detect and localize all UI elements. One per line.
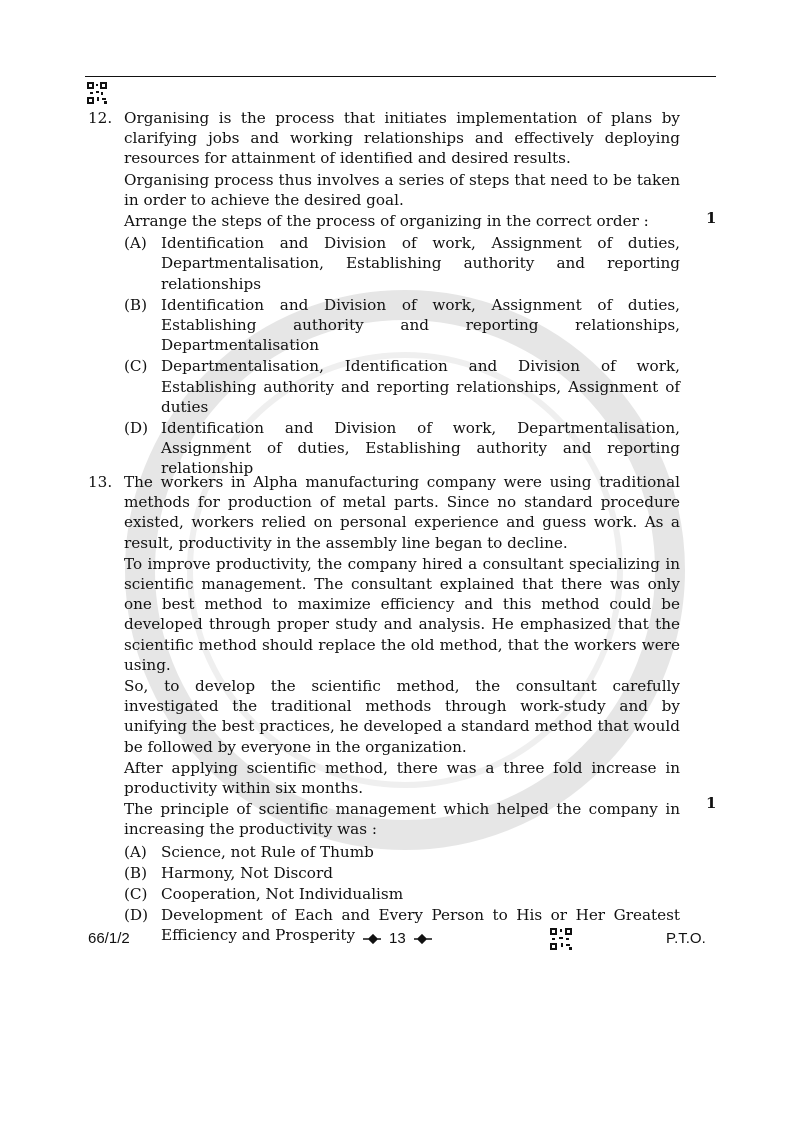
marks-label: 1 <box>706 794 717 812</box>
option-a <box>124 233 680 294</box>
question-number: 13. <box>88 473 113 491</box>
option-text: Cooperation, Not Individualism <box>161 885 404 904</box>
diamond-ornament-icon <box>363 933 381 945</box>
pto-label: P.T.O. <box>666 930 706 947</box>
option-letter: (D) <box>124 906 149 925</box>
option-letter: (A) <box>124 842 147 861</box>
question-paragraph: Organising is the process that initiates implementation of plans by clarifying jobs and working relationships and effectively deploying resources for attainment of identified and desired results. <box>124 109 680 168</box>
option-letter: (B) <box>124 863 148 882</box>
option-c <box>124 884 680 904</box>
option-text: Science, not Rule of Thumb <box>161 842 374 861</box>
option-letter: (C) <box>124 885 148 904</box>
option-letter: (A) <box>124 234 147 253</box>
option-text: Identification and Division of work, Assignment of duties, Departmentalisation, Establishing authority and reporting relationships <box>161 234 680 293</box>
option-letter: (C) <box>124 357 148 376</box>
diamond-ornament-icon <box>414 933 432 945</box>
option-text: Development of Each and Every Person to His or Her Greatest Efficiency and Prosperity <box>161 906 680 945</box>
question-stem: The principle of scientific management which helped the company in increasing the productivity was : <box>124 800 680 839</box>
option-letter: (D) <box>124 419 149 438</box>
option-c <box>124 356 680 417</box>
question-paragraph: Organising process thus involves a series of steps that need to be taken in order to achieve the desired goal. <box>124 170 680 209</box>
page-number: 13 <box>389 930 406 947</box>
paper-code: 66/1/2 <box>88 930 130 947</box>
qr-code-icon <box>87 82 107 104</box>
question-stem: Arrange the steps of the process of organizing in the correct order : <box>124 212 649 231</box>
question-paragraph: To improve productivity, the company hired a consultant specializing in scientific management. The consultant explained that there was only one best method to maximize efficiency and this method could be developed through proper study and analysis. He emphasized that the scientific method should replace the old method, that the workers were using. <box>124 554 680 674</box>
option-d <box>124 418 680 479</box>
question-paragraph: After applying scientific method, there was a three fold increase in productivity within six months. <box>124 758 680 798</box>
question-paragraph: So, to develop the scientific method, the consultant carefully investigated the traditional methods through work-study and by unifying the best practices, he developed a standard method that would be followed by everyone in the organization. <box>124 677 680 756</box>
option-a <box>124 842 680 862</box>
option-text: Identification and Division of work, Assignment of duties, Establishing authority and reporting relationships, Departmentalisation <box>161 295 680 355</box>
marks-label: 1 <box>706 209 717 227</box>
qr-code-icon <box>550 928 572 950</box>
question-number: 12. <box>88 109 113 127</box>
option-text: Departmentalisation, Identification and Division of work, Establishing authority and reporting relationships, Assignment of duties <box>161 357 680 416</box>
page-number-block <box>363 930 432 947</box>
option-b <box>124 863 680 883</box>
option-letter: (B) <box>124 295 148 314</box>
option-b <box>124 295 680 356</box>
option-text: Identification and Division of work, Departmentalisation, Assignment of duties, Establishing authority and reporting relationship <box>161 419 680 478</box>
question-paragraph: The workers in Alpha manufacturing company were using traditional methods for production of metal parts. Since no standard procedure existed, workers relied on personal experience and guess work. As a result, productivity in the assembly line began to decline. <box>124 473 680 552</box>
header-rule <box>85 76 716 77</box>
option-text: Harmony, Not Discord <box>161 863 333 882</box>
